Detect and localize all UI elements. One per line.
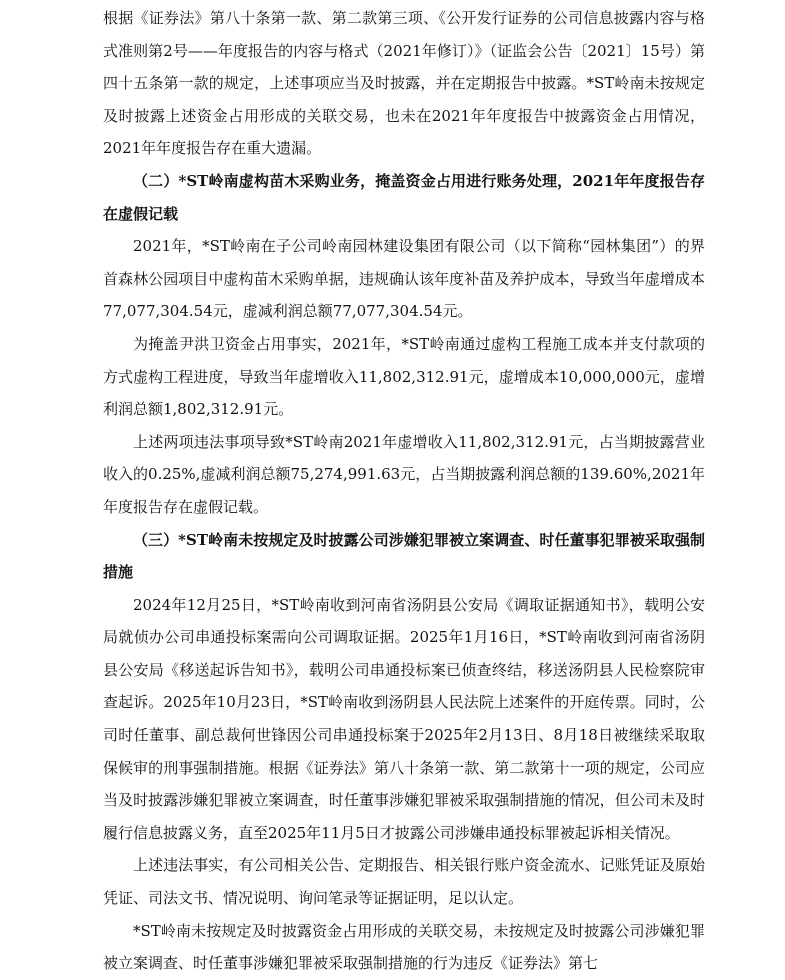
paragraph-violation-conclusion: *ST岭南未按规定及时披露资金占用形成的关联交易，未按规定及时披露公司涉嫌犯罪被立案调查、时任董事涉嫌犯罪被采取强制措施的行为违反《证券法》第七 — [103, 921, 705, 973]
paragraph-fake-procurement: 2021年，*ST岭南在子公司岭南园林建设集团有限公司（以下简称“园林集团”）的界首森林公园项目中虚构苗木采购单据，违规确认该年度补苗及养护成本，导致当年虚增成本77,077,304.54元，虚减利润总额77,077,304.54元。 — [103, 237, 705, 321]
paragraph-summary-2021: 上述两项违法事项导致*ST岭南2021年虚增收入11,802,312.91元，占当期披露营业收入的0.25%,虚减利润总额75,274,991.63元，占当期披露利润总额的139.60%,2021年年度报告存在虚假记载。 — [103, 432, 705, 516]
paragraph-evidence: 上述违法事实，有公司相关公告、定期报告、相关银行账户资金流水、记账凭证及原始凭证、司法文书、情况说明、询问笔录等证据证明，足以认定。 — [103, 856, 705, 908]
paragraph-fake-progress: 为掩盖尹洪卫资金占用事实，2021年，*ST岭南通过虚构工程施工成本并支付款项的方式虚构工程进度，导致当年虚增收入11,802,312.91元，虚增成本10,000,000元，虚增利润总额1,802,312.91元。 — [103, 334, 705, 419]
paragraph-disclosure-law: 根据《证券法》第八十条第一款、第二款第三项、《公开发行证券的公司信息披露内容与格式准则第2号——年度报告的内容与格式（2021年修订）》（证监会公告〔2021〕15号）第四十五条第一款的规定，上述事项应当及时披露，并在定期报告中披露。*ST岭南未按规定及时披露上述资金占用形成的关联交易，也未在2021年年度报告中披露资金占用情况，2021年年度报告存在重大遗漏。 — [103, 9, 705, 158]
section-heading-3: （三）*ST岭南未按规定及时披露公司涉嫌犯罪被立案调查、时任董事犯罪被采取强制措施 — [103, 530, 705, 582]
paragraph-bid-rigging-case: 2024年12月25日，*ST岭南收到河南省汤阴县公安局《调取证据通知书》，载明公安局就侦办公司串通投标案需向公司调取证据。2025年1月16日，*ST岭南收到河南省汤阴县公安局《移送起诉告知书》，载明公司串通投标案已侦查终结，移送汤阴县人民检察院审查起诉。2025年10月23日，*ST岭南收到汤阴县人民法院上述案件的开庭传票。同时，公司时任董事、副总裁何世锋因公司串通投标案于2025年2月13日、8月18日被继续采取取保候审的刑事强制措施。根据《证券法》第八十条第一款、第二款第十一项的规定，公司应当及时披露涉嫌犯罪被立案调查，时任董事涉嫌犯罪被采取强制措施的情况，但公司未及时履行信息披露义务，直至2025年11月5日才披露公司涉嫌串通投标罪被起诉相关情况。 — [103, 595, 705, 842]
section-heading-2: （二）*ST岭南虚构苗木采购业务，掩盖资金占用进行账务处理，2021年年度报告存在虚假记载 — [103, 171, 705, 223]
